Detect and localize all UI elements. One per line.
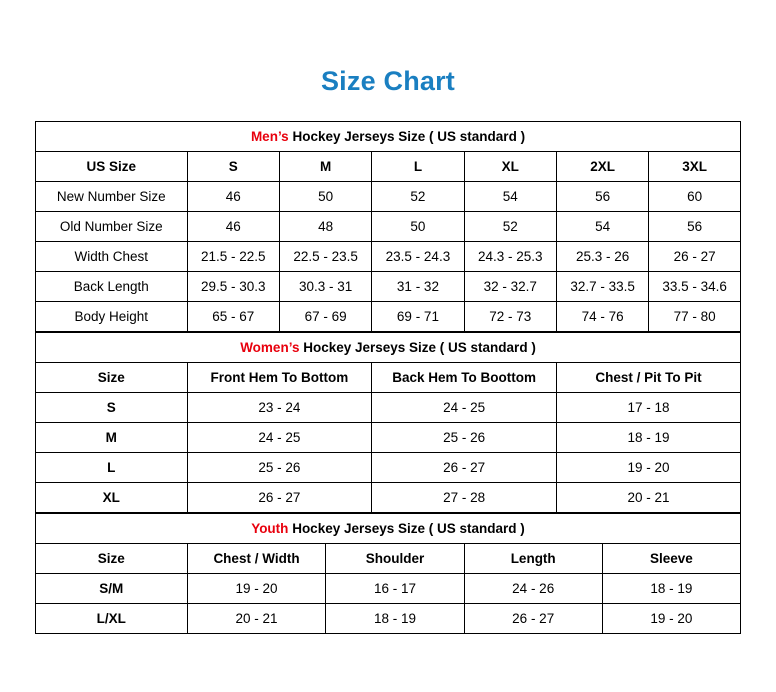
womens-section-header-row — [36, 333, 741, 363]
mens-row-0-val-2: 52 — [372, 182, 464, 212]
mens-row-2-val-2: 23.5 - 24.3 — [372, 242, 464, 272]
mens-col-head-3: L — [372, 152, 464, 182]
womens-row-0-val-2: 17 - 18 — [556, 393, 740, 423]
table-row — [36, 453, 741, 483]
youth-header-rest: Hockey Jerseys Size ( US standard ) — [288, 521, 525, 536]
mens-row-4-val-0: 65 - 67 — [187, 302, 279, 332]
youth-col-head-3: Length — [464, 544, 602, 574]
mens-row-2-val-1: 22.5 - 23.5 — [279, 242, 371, 272]
table-row — [36, 212, 741, 242]
womens-size-table — [35, 332, 741, 513]
mens-row-1-val-3: 52 — [464, 212, 556, 242]
mens-row-3-val-1: 30.3 - 31 — [279, 272, 371, 302]
mens-row-0-label: New Number Size — [36, 182, 188, 212]
youth-row-1-val-0: 20 - 21 — [187, 604, 326, 634]
youth-col-head-2: Shoulder — [326, 544, 464, 574]
womens-row-2-val-2: 19 - 20 — [556, 453, 740, 483]
mens-header-rest: Hockey Jerseys Size ( US standard ) — [288, 129, 526, 144]
table-row — [36, 604, 741, 634]
table-row — [36, 393, 741, 423]
womens-row-3-val-2: 20 - 21 — [556, 483, 740, 513]
mens-size-table — [35, 121, 741, 332]
mens-row-1-val-0: 46 — [187, 212, 279, 242]
mens-row-3-val-4: 32.7 - 33.5 — [556, 272, 648, 302]
youth-row-0-val-0: 19 - 20 — [187, 574, 326, 604]
mens-row-2-val-3: 24.3 - 25.3 — [464, 242, 556, 272]
mens-row-2-label: Width Chest — [36, 242, 188, 272]
mens-row-2-val-4: 25.3 - 26 — [556, 242, 648, 272]
table-row — [36, 302, 741, 332]
table-row — [36, 423, 741, 453]
youth-row-1-val-3: 19 - 20 — [602, 604, 740, 634]
mens-row-3-val-5: 33.5 - 34.6 — [649, 272, 741, 302]
table-row — [36, 272, 741, 302]
youth-col-head-1: Chest / Width — [187, 544, 326, 574]
womens-col-head-1: Front Hem To Bottom — [187, 363, 372, 393]
youth-column-header-row — [36, 544, 741, 574]
womens-row-0-label: S — [36, 393, 188, 423]
table-row — [36, 574, 741, 604]
womens-row-1-val-1: 25 - 26 — [372, 423, 557, 453]
mens-row-4-val-4: 74 - 76 — [556, 302, 648, 332]
mens-row-0-val-4: 56 — [556, 182, 648, 212]
mens-row-2-val-0: 21.5 - 22.5 — [187, 242, 279, 272]
womens-col-head-3: Chest / Pit To Pit — [556, 363, 740, 393]
womens-col-head-2: Back Hem To Boottom — [372, 363, 557, 393]
table-row — [36, 182, 741, 212]
womens-row-2-val-1: 26 - 27 — [372, 453, 557, 483]
mens-row-1-label: Old Number Size — [36, 212, 188, 242]
youth-header-highlight: Youth — [251, 521, 289, 536]
youth-row-0-val-1: 16 - 17 — [326, 574, 464, 604]
mens-row-4-val-5: 77 - 80 — [649, 302, 741, 332]
mens-row-0-val-1: 50 — [279, 182, 371, 212]
table-row — [36, 483, 741, 513]
womens-row-0-val-0: 23 - 24 — [187, 393, 372, 423]
womens-row-2-val-0: 25 - 26 — [187, 453, 372, 483]
mens-col-head-5: 2XL — [556, 152, 648, 182]
mens-row-3-label: Back Length — [36, 272, 188, 302]
mens-col-head-6: 3XL — [649, 152, 741, 182]
mens-row-2-val-5: 26 - 27 — [649, 242, 741, 272]
mens-row-4-val-1: 67 - 69 — [279, 302, 371, 332]
womens-col-head-0: Size — [36, 363, 188, 393]
youth-row-1-val-1: 18 - 19 — [326, 604, 464, 634]
mens-col-head-2: M — [279, 152, 371, 182]
youth-size-table — [35, 513, 741, 634]
womens-row-3-val-1: 27 - 28 — [372, 483, 557, 513]
youth-col-head-4: Sleeve — [602, 544, 740, 574]
mens-row-1-val-2: 50 — [372, 212, 464, 242]
page-title: Size Chart — [320, 66, 456, 96]
youth-row-0-label: S/M — [36, 574, 188, 604]
mens-col-head-4: XL — [464, 152, 556, 182]
mens-row-0-val-3: 54 — [464, 182, 556, 212]
mens-col-head-1: S — [187, 152, 279, 182]
table-row — [36, 242, 741, 272]
youth-row-1-val-2: 26 - 27 — [464, 604, 602, 634]
mens-section-header-row — [36, 122, 741, 152]
mens-row-3-val-0: 29.5 - 30.3 — [187, 272, 279, 302]
mens-header-highlight: Men’s — [250, 129, 289, 144]
youth-row-0-val-2: 24 - 26 — [464, 574, 602, 604]
womens-row-2-label: L — [36, 453, 188, 483]
mens-row-3-val-3: 32 - 32.7 — [464, 272, 556, 302]
womens-row-3-val-0: 26 - 27 — [187, 483, 372, 513]
womens-header-rest: Hockey Jerseys Size ( US standard ) — [299, 340, 536, 355]
mens-column-header-row — [36, 152, 741, 182]
mens-row-4-val-2: 69 - 71 — [372, 302, 464, 332]
womens-row-0-val-1: 24 - 25 — [372, 393, 557, 423]
mens-col-head-0: US Size — [36, 152, 188, 182]
womens-row-1-label: M — [36, 423, 188, 453]
mens-row-0-val-0: 46 — [187, 182, 279, 212]
mens-row-0-val-5: 60 — [649, 182, 741, 212]
youth-col-head-0: Size — [36, 544, 188, 574]
mens-row-3-val-2: 31 - 32 — [372, 272, 464, 302]
youth-row-0-val-3: 18 - 19 — [602, 574, 740, 604]
mens-row-1-val-5: 56 — [649, 212, 741, 242]
mens-section-header — [36, 122, 741, 152]
womens-section-header — [36, 333, 741, 363]
mens-row-1-val-1: 48 — [279, 212, 371, 242]
womens-row-3-label: XL — [36, 483, 188, 513]
womens-column-header-row — [36, 363, 741, 393]
youth-section-header-row — [36, 514, 741, 544]
mens-row-4-label: Body Height — [36, 302, 188, 332]
youth-section-header — [36, 514, 741, 544]
womens-header-highlight: Women’s — [240, 340, 300, 355]
womens-row-1-val-0: 24 - 25 — [187, 423, 372, 453]
size-chart-container — [35, 121, 741, 634]
mens-row-1-val-4: 54 — [556, 212, 648, 242]
youth-row-1-label: L/XL — [36, 604, 188, 634]
womens-row-1-val-2: 18 - 19 — [556, 423, 740, 453]
mens-row-4-val-3: 72 - 73 — [464, 302, 556, 332]
